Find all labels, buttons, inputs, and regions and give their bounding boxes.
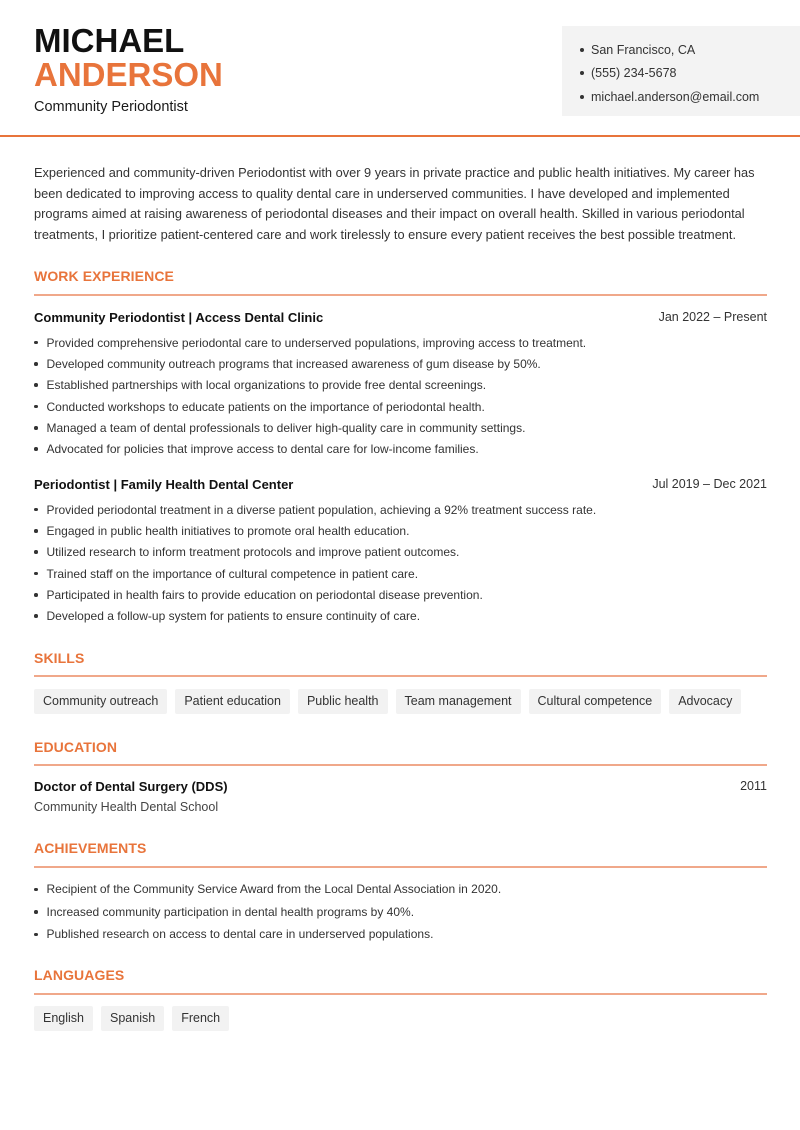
section-divider	[34, 675, 767, 677]
section-divider	[34, 764, 767, 766]
list-item	[34, 396, 767, 417]
skill-chip: Team management	[396, 689, 521, 714]
language-chip: French	[172, 1006, 229, 1031]
section-title-education: EDUCATION	[34, 739, 118, 755]
skill-chip: Cultural competence	[529, 689, 662, 714]
list-item	[34, 520, 767, 541]
list-item	[34, 923, 767, 946]
job-bullets	[34, 332, 767, 460]
list-item-text: Advocated for policies that improve access to dental care for low-income families.	[46, 442, 479, 457]
bullet-icon	[34, 550, 38, 554]
list-item	[34, 375, 767, 396]
bullet-icon	[34, 572, 38, 576]
section-divider	[34, 993, 767, 995]
job-bullets	[34, 499, 767, 627]
education-year: 2011	[740, 779, 767, 793]
job-role: Periodontist | Family Health Dental Center	[34, 477, 294, 492]
contact-email-text[interactable]: michael.anderson@email.com	[591, 89, 760, 104]
section-title-skills: SKILLS	[34, 650, 85, 666]
bullet-icon	[34, 508, 38, 512]
language-chip: Spanish	[101, 1006, 164, 1031]
languages-list	[34, 1006, 229, 1031]
list-item-text: Increased community participation in dental health programs by 40%.	[46, 904, 415, 919]
bullet-icon	[34, 593, 38, 597]
list-item-text: Provided comprehensive periodontal care to underserved populations, improving access to treatment.	[46, 335, 587, 350]
list-item	[34, 332, 767, 353]
contact-phone	[580, 62, 800, 86]
summary-paragraph: Experienced and community-driven Periodontist with over 9 years in private practice and public health initiatives. My career has been dedicated to improving access to quality dental care in underserved communities. I have developed and implemented programs aimed at raising awareness of periodontal diseases and their impact on overall health. Skilled in various periodontal treatments, I prioritize patient-centered care and work tirelessly to ensure every patient receives the best possible treatment.	[34, 165, 755, 243]
contact-email[interactable]	[580, 85, 800, 109]
list-item-text: Recipient of the Community Service Award from the Local Dental Association in 2020.	[46, 882, 502, 897]
list-item-text: Developed a follow-up system for patients to ensure continuity of care.	[46, 609, 421, 624]
contact-location	[580, 38, 800, 62]
section-title-achievements: ACHIEVEMENTS	[34, 840, 147, 856]
bullet-icon	[34, 888, 38, 892]
last-name: ANDERSON	[34, 56, 223, 93]
list-item-text: Managed a team of dental professionals to deliver high-quality care in community settings.	[46, 420, 526, 435]
bullet-icon	[580, 71, 584, 75]
bullet-icon	[34, 529, 38, 533]
job-dates: Jul 2019 – Dec 2021	[652, 477, 767, 491]
bullet-icon	[34, 910, 38, 914]
first-name: MICHAEL	[34, 22, 185, 59]
list-item	[34, 499, 767, 520]
skill-chip: Advocacy	[669, 689, 741, 714]
section-title-languages: LANGUAGES	[34, 967, 125, 983]
job-role: Community Periodontist | Access Dental Clinic	[34, 310, 324, 325]
list-item	[34, 542, 767, 563]
list-item	[34, 605, 767, 626]
resume-header	[0, 0, 800, 137]
skills-list	[34, 689, 741, 714]
skill-chip: Community outreach	[34, 689, 167, 714]
bullet-icon	[34, 405, 38, 409]
list-item	[34, 878, 767, 901]
bullet-icon	[34, 341, 38, 345]
section-title-work: WORK EXPERIENCE	[34, 268, 174, 284]
bullet-icon	[580, 95, 584, 99]
list-item-text: Utilized research to inform treatment protocols and improve patient outcomes.	[46, 545, 460, 560]
list-item-text: Published research on access to dental care in underserved populations.	[46, 927, 434, 942]
bullet-icon	[34, 362, 38, 366]
education-degree: Doctor of Dental Surgery (DDS)	[34, 779, 228, 794]
list-item-text: Conducted workshops to educate patients on the importance of periodontal health.	[46, 399, 485, 414]
bullet-icon	[34, 614, 38, 618]
list-item	[34, 901, 767, 924]
bullet-icon	[34, 933, 38, 937]
list-item	[34, 417, 767, 438]
bullet-icon	[34, 383, 38, 387]
list-item-text: Provided periodontal treatment in a diverse patient population, achieving a 92% treatment success rate.	[46, 502, 597, 517]
bullet-icon	[34, 447, 38, 451]
section-divider	[34, 294, 767, 296]
contact-location-text: San Francisco, CA	[591, 42, 696, 57]
skill-chip: Patient education	[175, 689, 290, 714]
list-item	[34, 438, 767, 459]
list-item-text: Established partnerships with local organizations to provide free dental screenings.	[46, 378, 487, 393]
language-chip: English	[34, 1006, 93, 1031]
job-header	[34, 310, 767, 325]
education-school: Community Health Dental School	[34, 800, 219, 814]
list-item	[34, 353, 767, 374]
list-item-text: Participated in health fairs to provide education on periodontal disease prevention.	[46, 587, 483, 602]
contact-box	[562, 26, 800, 116]
bullet-icon	[34, 426, 38, 430]
bullet-icon	[580, 48, 584, 52]
list-item-text: Developed community outreach programs that increased awareness of gum disease by 50%.	[46, 356, 541, 371]
job-dates: Jan 2022 – Present	[658, 310, 767, 324]
job-title: Community Periodontist	[34, 99, 188, 115]
list-item-text: Trained staff on the importance of cultural competence in patient care.	[46, 566, 419, 581]
list-item-text: Engaged in public health initiatives to promote oral health education.	[46, 523, 410, 538]
achievements-list	[34, 878, 767, 946]
list-item	[34, 584, 767, 605]
job-header	[34, 477, 767, 492]
contact-phone-text: (555) 234-5678	[591, 66, 677, 81]
skill-chip: Public health	[298, 689, 388, 714]
list-item	[34, 563, 767, 584]
section-divider	[34, 866, 767, 868]
